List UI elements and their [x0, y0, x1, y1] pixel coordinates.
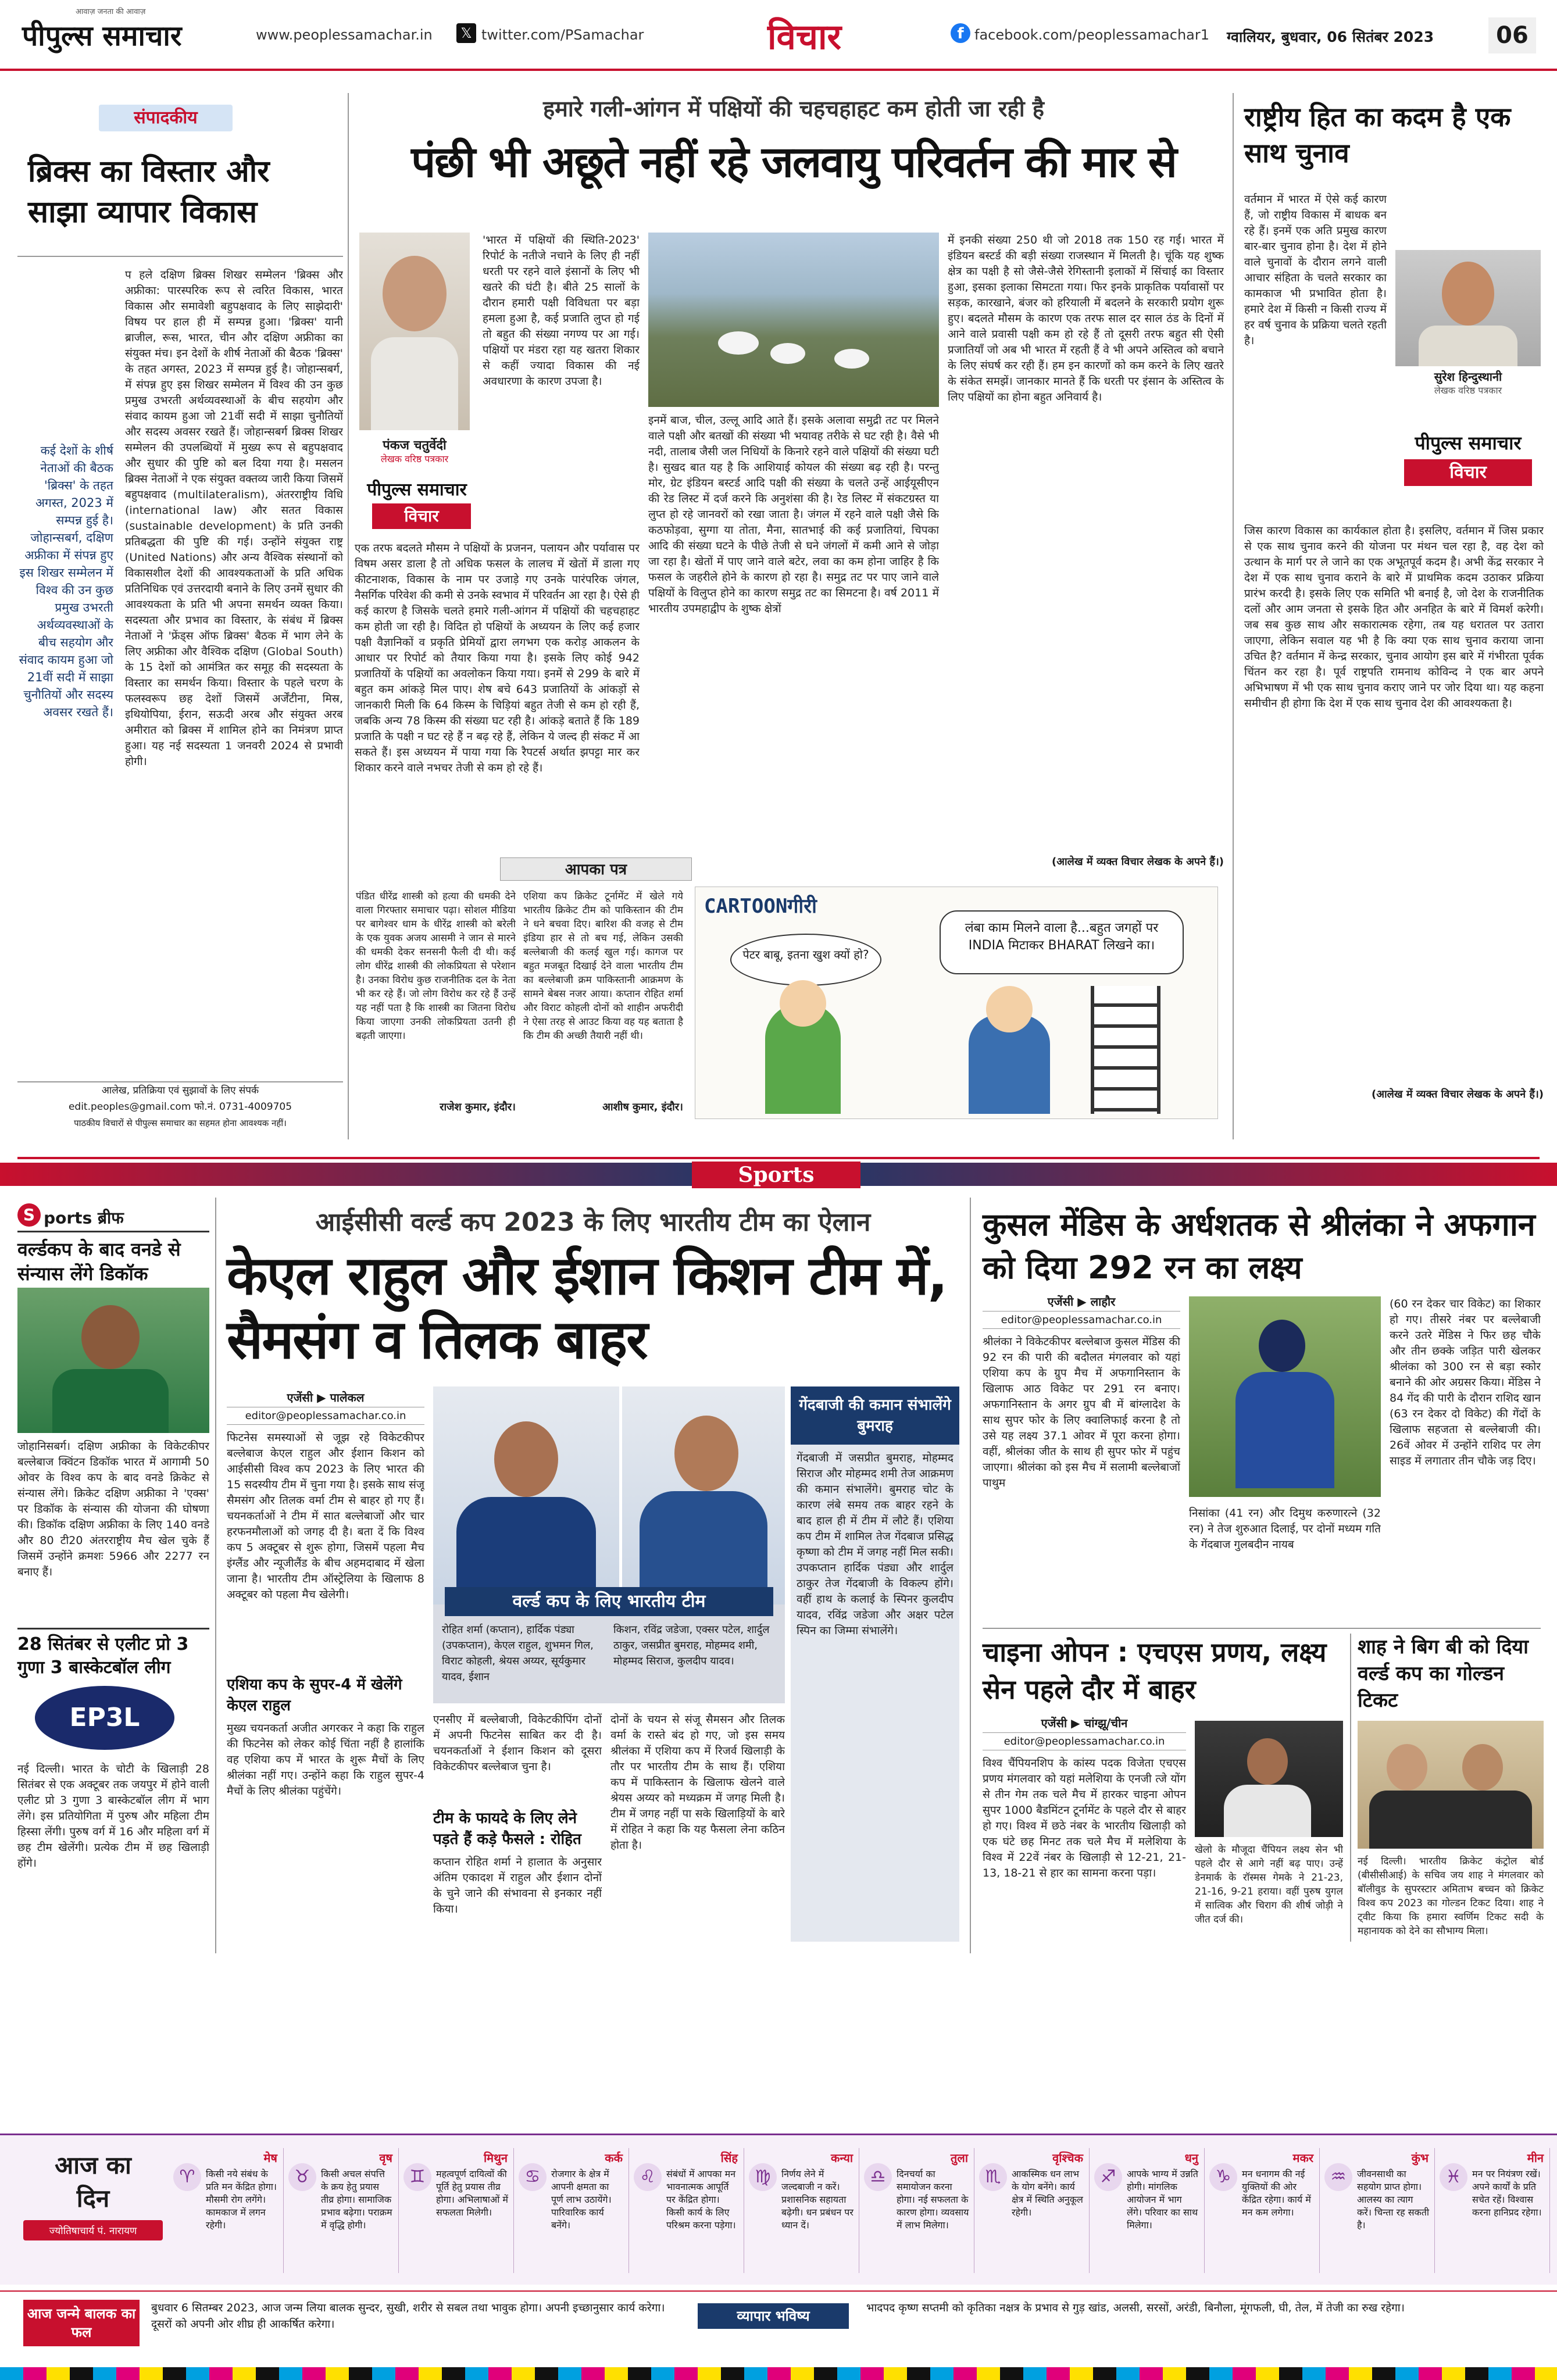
horoscope-sign: [629, 2148, 744, 2273]
zodiac-icon: ♈: [173, 2163, 201, 2191]
league-logo-text: EP3L: [69, 1703, 140, 1732]
sign-text: महत्वपूर्ण दायित्वों की पूर्ति हेतु प्रयास तीव्र होगा। अभिलाषाओं में सफलता मिलेगी।: [436, 2168, 508, 2218]
zodiac-icon: ♍: [749, 2163, 777, 2191]
ishan-photo: [622, 1386, 785, 1613]
bumrah-text: गेंदबाजी में जसप्रीत बुमराह, मोहम्मद सिराज और मोहम्मद शमी तेज आक्रमण की कमान संभालेंगे। बुमराह चोट के कारण लंबे समय तक बाहर रहने के बाद हाल ही में टीम में लौटे हैं। एशिया कप टीम में शामिल तेज गेंदबाज प्रसिद्ध कृष्णा को टीम में जगह नहीं मिल सकी। उपकप्तान हार्दिक पंड्या और शार्दुल ठाकुर तेज गेंदबाजी के विकल्प होंगे। वहीं हाथ के कलाई के स्पिनर कुलदीप यादव, रविंद्र जडेजा और अक्षर पटेल स्पिन का जिम्मा संभालेंगे।: [797, 1452, 954, 1637]
sports-email[interactable]: editor@peoplessamachar.co.in: [227, 1407, 424, 1425]
website-link[interactable]: www.peoplessamachar.in: [256, 27, 433, 43]
sign-text: किसी अचल संपत्ति के क्रय हेतु प्रयास तीव्र होगा। सामाजिक प्रभाव बढ़ेगा। पराक्रम में वृद्धि होगी।: [321, 2168, 392, 2231]
kusal-agency: एजेंसी ▶ लाहौर: [1047, 1295, 1116, 1309]
vichar-badge: विचार: [372, 503, 471, 529]
zodiac-icon: ♑: [1209, 2163, 1237, 2191]
horoscope-title-one: आज का: [55, 2151, 131, 2179]
brand-logo: पीपुल्स समाचार: [367, 480, 467, 500]
sign-text: मन धनागम की नई युक्तियों की ओर केंद्रित रहेगा। कार्य में मन कम लगेगा।: [1242, 2168, 1311, 2218]
lead-col4: में इनकी संख्या 250 थी जो 2018 तक 150 रह गई। भारत में इंडियन बस्टर्ड की बड़ी संख्या राजस्थान में मिलती है। चूंकि यह शुष्क क्षेत्र का पक्षी है सो जैसे-जैसे रेगिस्तानी इलाकों में सिंचाई का विस्तार हुआ, इसका इलाका सिमटता गया। फिर इनके प्राकृतिक पर्यावासों पर सड़क, कारखाने, बंजर को हरियाली में बदलने के सरकारी प्रयोग शुरू हुए। बदलते मौसम के कारण एक तरफ साल दर साल ठंड के दिनों में आने वाले प्रवासी पक्षी कम हो रहे हैं तो दूसरी तरफ बहुत सी ऐसी प्रजातियाँ जो अब भी भारत में रहती हैं वे भी अपने अस्तित्व को बचाने के लिए संघर्ष कर रही हैं। हम इन कारणों को कम करने के लिए खतरे के संकेत समझें। जानकार मानते हैं कि धरती पर इंसान के अस्तित्व के लिए पक्षियों का होना बहुत अनिवार्य है।: [948, 234, 1224, 403]
brand-logo-right: पीपुल्स समाचार: [1415, 432, 1522, 454]
trade-text: भादपद कृष्ण सप्तमी को कृतिका नक्षत्र के प्रभाव से गुड़ खांड, अलसी, सरसों, अरंडी, बिनौला, मूंगफली, घी, तेल, में तेजी का रुख रहेगा।: [866, 2302, 1405, 2314]
zodiac-icon: ♊: [403, 2163, 431, 2191]
sign-text: निर्णय लेने में जल्दबाजी न करें। प्रशासनिक सहायता बढ़ेगी। धन प्रबंधन पर ध्यान दें।: [781, 2168, 854, 2231]
sports-main-col2b: कप्तान रोहित शर्मा ने हालात के अनुसार अंतिम एकादश में राहुल और ईशान दोनों के चुने जाने की संभावना से इनकार नहीं किया।: [433, 1856, 602, 1916]
sign-name: मेष: [263, 2151, 277, 2165]
sign-text: दिनचर्या का समायोजन करना होगा। नई सफलता के कारण होगा। व्यवसाय में लाभ मिलेगा।: [897, 2168, 969, 2231]
birth-text: बुधवार 6 सितम्बर 2023, आज जन्म लिया बालक सुन्दर, सुखी, शरीर से सबल तथा भावुक होगा। अपनी इच्छानुसार कार्य करेगा। दूसरों को अपनी ओर शीघ्र ही आकर्षित करेगा।: [151, 2302, 665, 2331]
zodiac-icon: ♓: [1440, 2163, 1467, 2191]
national-author: सुरेश हिन्दुस्थानी: [1434, 370, 1502, 384]
team-box: [433, 1591, 785, 1703]
sign-text: जीवनसाथी का सहयोग प्राप्त होगा। आलस्य का त्याग करें। चिन्ता रह सकती है।: [1357, 2168, 1430, 2231]
dateline: ग्वालियर, बुधवार, 06 सितंबर 2023: [1227, 28, 1434, 45]
kusal-text: श्रीलंका ने विकेटकीपर बल्लेबाज कुसल मेंडिस की 92 रन की पारी की बदौलत मंगलवार को यहां एशिया कप के ग्रुप मैच में अफगानिस्तान के खिलाफ आठ विकेट पर 291 रन बनाए। अफगानिस्तान के अगर ग्रुप बी में बांग्लादेश के साथ सुपर फोर के लिए क्वालिफाई करना है तो उसे यह लक्ष्य 37.1 ओवर में पूरा करना होगा। वहीं, श्रीलंका जीत के साथ ही सुपर फोर में पहुंच जाएगा। श्रीलंका को इस मैच में सलामी बल्लेबाजों पाथुम: [983, 1335, 1180, 1489]
sports-main-col3: दोनों के चयन से संजू सैमसन और तिलक वर्मा के रास्ते बंद हो गए, जो इस समय श्रीलंका में एशिया कप में रिजर्व खिलाड़ी के तौर पर भारतीय टीम के साथ हैं। एशिया कप में पाकिस्तान के खिलाफ खेलने वाले श्रेयस अय्यर को मध्यक्रम में जगह मिली है। टीम में जगह नहीं पा सके खिलाड़ियों के बारे में रोहित ने कहा कि यह फैसला लेना कठिन होता है।: [610, 1713, 785, 1852]
sports-main-col2: एनसीए में बल्लेबाजी, विकेटकीपिंग दोनों में अपनी फिटनेस साबित कर दी है। चयनकर्ताओं ने ईशान किशन को दूसरा विकेटकीपर बल्लेबाज चुना है।: [433, 1713, 602, 1773]
zodiac-icon: ♐: [1094, 2163, 1122, 2191]
team-list-two: किशन, रविंद्र जडेजा, एक्सर पटेल, शार्दुल ठाकुर, जसप्रीत बुमराह, मोहम्मद शमी, मोहम्मद सिराज, कुलदीप यादव।: [613, 1624, 770, 1667]
column-divider: [348, 93, 349, 1139]
lead-byline: (आलेख में व्यक्त विचार लेखक के अपने हैं।): [1052, 856, 1224, 868]
letter-two: एशिया कप क्रिकेट टूर्नामेंट में खेले गये भारतीय क्रिकेट टीम को पाकिस्तान की टीम ने धने बचवा दिए। बारिश की वजह से टीम इंडिया हार से तो बच गई, लेकिन उसकी बल्लेबाजी की कलई खुल गई। कागज पर बहुत मजबूत दिखाई देने वाला भारतीय टीम का बल्लेबाजी क्रम पाकिस्तानी आक्रमण के सामने बेबस नजर आया। कप्तान रोहित शर्मा और विराट कोहली दोनों को शाहीन अफरीदी ने ऐसा तरह से आउट किया वह यह बताता है कि टीम की अच्छी तैयारी नहीं थी।: [523, 891, 683, 1042]
editorial-footer: [17, 1081, 343, 1134]
kusal-text-two: (60 रन देकर चार विकेट) का शिकार हो गए। तीसरे नंबर पर बल्लेबाजी करने उतरे मेंडिस ने फिर छह चौके और तीन छक्के जड़ित पारी खेलकर श्रीलंका को 300 रन से बड़ा स्कोर बनाने की ओर अग्रसर किया। मेंडिस ने 84 गेंद की पारी के दौरान राशिद खान (63 रन देकर दो विकेट) की गेंदों के खिलाफ सहजता से बल्लेबाजी की। 26वें ओवर में उन्होंने राशिद पर लेग साइड में लगातार तीन चौके जड़ दिए।: [1390, 1298, 1541, 1467]
lead-kicker: हमारे गली-आंगन में पक्षियों की चहचहाहट कम होती जा रही है: [543, 96, 1044, 121]
vichar-badge-right: विचार: [1404, 459, 1532, 486]
sign-text: आपके भाग्य में उन्नति होगी। मांगलिक आयोजन में भाग लेंगे। परिवार का साथ मिलेगा।: [1127, 2168, 1198, 2231]
sports-agency: एजेंसी ▶ पालेकल: [287, 1391, 365, 1405]
footer-email[interactable]: edit.peoples@gmail.com फो.नं. 0731-4009705: [68, 1101, 292, 1113]
facebook-link[interactable]: facebook.com/peoplessamachar1: [974, 27, 1209, 43]
prannoy-photo: [1195, 1721, 1343, 1837]
bachchan-photo: [1358, 1721, 1544, 1849]
dekock-photo: [17, 1288, 209, 1433]
sports-main-col1b: मुख्य चयनकर्ता अजीत अगरकर ने कहा कि राहुल की फिटनेस को लेकर कोई चिंता नहीं है हालांकि वह एशिया कप में भारत के शुरू मैचों के लिए श्रीलंका नहीं गए। उन्होंने कहा कि राहुल सुपर-4 मैचों के लिए श्रीलंका पहुंचेंगे।: [227, 1722, 424, 1797]
lead-author-role: लेखक वरिष्ठ पत्रकार: [380, 453, 449, 464]
horoscope-sign: [1205, 2148, 1320, 2273]
sports-brief-label: ports ब्रीफ: [44, 1208, 124, 1228]
lead-col1: 'भारत में पक्षियों की स्थिति-2023' रिपोर्ट के नतीजे नचाने के लिए ही नहीं धरती पर रहने वाले इंसानों के लिए भी खतरे की घंटी है। बीते 25 सालों के दौरान हमारी पक्षी विविधता पर बड़ा हमला हुआ है, कई प्रजाति लुप्त हो गई तो बहुत की संख्या नगण्य पर आ गई। पक्षियों पर मंडरा रहा यह खतरा शिकार से कहीं ज्यादा विकास की नई अवधारणा के कारण उपजा है।: [483, 234, 640, 388]
national-author-role: लेखक वरिष्ठ पत्रकार: [1434, 385, 1502, 396]
horoscope-title-two: दिन: [76, 2184, 110, 2213]
horoscope-sign: [399, 2148, 514, 2273]
zodiac-icon: ♒: [1324, 2163, 1352, 2191]
footer-band: [0, 2290, 1557, 2380]
china-agency: एजेंसी ▶ चांग्झू/चीन: [1041, 1716, 1128, 1730]
sign-text: संबंधों में आपका मन भावनात्मक आपूर्ति पर केंद्रित होगा। किसी कार्य के लिए परिश्रम करना पड़ेगा।: [666, 2168, 736, 2231]
brief-one-title: वर्ल्डकप के बाद वनडे से संन्यास लेंगे डिकॉक: [17, 1238, 181, 1285]
sports-sub-head-one: एशिया कप के सुपर-4 में खेलेंगे केएल राहुल: [227, 1676, 402, 1714]
facebook-icon: f: [951, 23, 970, 43]
letter-two-sign: आशीष कुमार, इंदौर।: [602, 1101, 683, 1113]
bachchan-title: शाह ने बिग बी को दिया वर्ल्ड कप का गोल्डन टिकट: [1358, 1635, 1529, 1712]
sports-main-kicker: आईसीसी वर्ल्ड कप 2023 के लिए भारतीय टीम का ऐलान: [315, 1207, 871, 1237]
masthead-tagline: आवाज़ जनता की आवाज़: [76, 8, 146, 16]
divider: [983, 1628, 1541, 1629]
china-text: विश्व चैंपियनशिप के कांस्य पदक विजेता एचएस प्रणय मंगलवार को यहां मलेशिया के एनजी त्जे योंग से तीन गेम तक चले मैच में हारकर चाइना ओपन सुपर 1000 बैडमिंटन टूर्नामेंट के पहले दौर से बाहर हो गए। विश्व में छठे नंबर के भारतीय खिलाड़ी को एक घंटे छह मिनट तक चले मैच में मलेशिया के विश्व में 22वें नंबर के खिलाड़ी से 12-21, 21-13, 18-21 से हार का सामना करना पड़ा।: [983, 1757, 1186, 1879]
footer-disclaimer: पाठकीय विचारों से पीपुल्स समाचार का सहमत होना आवश्यक नहीं।: [74, 1118, 287, 1128]
bumrah-box: [791, 1386, 959, 1942]
sign-name: तुला: [950, 2151, 968, 2165]
sign-name: धनु: [1184, 2151, 1198, 2165]
page-number: 06: [1488, 17, 1536, 53]
kusal-caption: निसांका (41 रन) और दिमुथ करुणारत्ने (32 रन) ने तेज शुरुआत दिलाई, पर दोनों मध्यम गति के गेंदबाज गुलबदीन नायब: [1189, 1507, 1381, 1551]
lead-col3: इनमें बाज, चील, उल्लू आदि आते हैं। इसके अलावा समुद्री तट पर मिलने वाले पक्षी और बतखों की संख्या भी भयावह तरीके से घट रही है। वैसे भी नदी, तालाब जैसी जल निधियों के किनारे रहने वाले पक्षियों की संख्या घटी है। सुखद बात यह है कि आशियाई कोयल की संख्या बढ़ रही है। परन्तु मोर, ग्रेट इंडियन बस्टर्ड आदि पक्षी की संख्या के चलते उन्हें आईयूसीएन की रेड लिस्ट में दर्ज करने कि अनुशंसा की है। रेड लिस्ट में संकटग्रस्त या लुप्त हो रहे जानवरों को रखा जाता है। जंगल में रहने वाले पक्षी जैसे कि कठफोड़वा, सुग्गा या तोता, मैना, सातभाई की कई प्रजातियां, चिपका आदि की संख्या घटने के पीछे तेजी से घने जंगलों में कमी आने से जोड़ा जा रहा है। खेतों में पाए जाने वाले बटेर, लवा का कम होना जाहिर है कि फसल के जहरीले होने के कारण हो रहा है। समुद्र तट पर पाए जाने वाले पक्षियों के विलुप्त होने का कारण समुद्र तट का सिमटना है। वर्ष 2011 में भारतीय उपमहाद्वीप के शुष्क क्षेत्रों: [648, 414, 939, 615]
cartoon-head-right: [986, 986, 1033, 1032]
kusal-photo: [1189, 1296, 1381, 1497]
zodiac-icon: ♉: [288, 2163, 316, 2191]
bumrah-title: गेंदबाजी की कमान संभालेंगे बुमराह: [791, 1386, 959, 1445]
team-list-one: रोहित शर्मा (कप्तान), हार्दिक पंड्या (उपकप्तान), केएल राहुल, शुभमन गिल, विराट कोहली, श्रेयस अय्यर, सूर्यकुमार यादव, ईशान: [442, 1624, 594, 1683]
team-box-title: वर्ल्ड कप के लिए भारतीय टीम: [445, 1587, 773, 1616]
letter-one-sign: राजेश कुमार, इंदौर।: [440, 1101, 516, 1113]
astrologer-label: ज्योतिषाचार्य पं. नारायण: [23, 2220, 163, 2240]
sign-name: कर्क: [605, 2151, 623, 2165]
sign-text: आकस्मिक धन लाभ के योग बनेंगे। कार्य क्षेत्र में स्थिति अनुकूल रहेगी।: [1012, 2168, 1083, 2218]
editorial-title: ब्रिक्स का विस्तार और साझा व्यापार विकास: [28, 154, 270, 230]
trade-label: व्यापार भविष्य: [698, 2303, 849, 2329]
cartoon-ladder: [1091, 986, 1160, 1114]
column-divider: [1350, 1634, 1351, 1942]
cartoon-label: CARTOONगीरी: [704, 895, 817, 918]
china-text-two: खेलो के मौजूदा चैंपियन लक्ष्य सेन भी पहले दौर से आगे नहीं बढ़ पाए। उन्हें डेनमार्क के रॉस्मस गेमके ने 21-23, 21-16, 9-21 हराया। वहीं पुरुष युगल में सात्विक और चिराग की शीर्ष जोड़ी ने जीत दर्ज की।: [1195, 1844, 1343, 1925]
sign-text: किसी नये संबंध के प्रति मन केंद्रित होगा। मौसमी रोग लगेंगे। कामकाज में लगन रहेगी।: [206, 2168, 277, 2231]
horoscope-sign: [1435, 2148, 1550, 2273]
rahul-photo: [433, 1386, 619, 1613]
color-strip: [0, 2367, 1557, 2380]
kusal-email[interactable]: editor@peoplessamachar.co.in: [983, 1311, 1180, 1329]
masthead-logo[interactable]: पीपुल्स समाचार: [22, 20, 182, 52]
column-divider: [215, 1198, 216, 1953]
sign-name: कुंभ: [1411, 2151, 1429, 2165]
sign-name: मिथुन: [483, 2151, 508, 2165]
editorial-body: प हले दक्षिण ब्रिक्स शिखर सम्मेलन 'ब्रिक्स और अफ्रीका: पारस्परिक रूप से त्वरित विकास, भारत विकास और समावेशी बहुपक्षवाद के लिए साझेदारी' विषय पर हाल ही में सम्पन्न हुआ। 'ब्रिक्स' यानी ब्राजील, रूस, भारत, चीन और दक्षिण अफ्रीका का संयुक्त मंच। इन देशों के शीर्ष नेताओं की बैठक 'ब्रिक्स' के तहत अगस्त, 2023 में सम्पन्न हुई है। जोहान्सबर्ग, में संपन्न हुए इस शिखर सम्मेलन में विश्व की उन कुछ प्रमुख उभरती अर्थव्यवस्थाओं के बीच सहयोग और संवाद कायम हुआ जो 21वीं सदी में साझा चुनौतियों और सदस्य अवसर रखते हैं। जोहान्सबर्ग ब्रिक्स शिखर सम्मेलन की उपलब्धियों में मुख्य रूप से बहुपक्षवाद और सुधार की पुष्टि को बल दिया गया है। मसलन ब्रिक्स नेताओं ने एक संयुक्त वक्तव्य जारी किया जिसमें बहुपक्षवाद (multilateralism), अंतरराष्ट्रीय विधि (international law) और सतत विकास (sustainable development) के प्रति उनकी प्रतिबद्धता की पुष्टि की गई। उन्होंने संयुक्त राष्ट्र (United Nations) और अन्य वैश्विक संस्थानों को विकासशील देशों की आवश्यकताओं के प्रति अधिक प्रतिनिधिक एवं उत्तरदायी बनाने के लिए उनमें सुधार की आवश्यकता के प्रति भी अपना समर्थन व्यक्त किया। सदस्यता और प्रभाव का विस्तार, के संबंध में ब्रिक्स नेताओं ने 'फ्रेंड्स ऑफ ब्रिक्स' बैठक में भाग लेने के लिए अफ्रीका और वैश्विक दक्षिण (Global South) के 15 देशों को आमंत्रित कर समूह की सदस्यता के विस्तार का समर्थन किया। विस्तार के पहले चरण के फलस्वरूप छह देशों जिसमें अर्जेंटीना, मिस्र, इथियोपिया, ईरान, सऊदी अरब और संयुक्त अरब अमीरात को ब्रिक्स में शामिल होने का निमंत्रण प्राप्त हुआ। यह नई सदस्यता 1 जनवरी 2024 से प्रभावी होगी।: [125, 269, 343, 768]
sports-label: Sports: [692, 1162, 860, 1188]
editorial-tag-label: संपादकीय: [134, 108, 198, 128]
cartoon-panel: [695, 887, 1218, 1119]
zodiac-icon: ♎: [864, 2163, 892, 2191]
horoscope-sign: [859, 2148, 974, 2273]
lead-title: पंछी भी अछूते नहीं रहे जलवायु परिवर्तन की मार से: [411, 137, 1176, 187]
sign-name: सिंह: [720, 2151, 738, 2165]
brief-two-title: 28 सितंबर से एलीट प्रो 3 गुणा 3 बास्केटबॉल लीग: [17, 1628, 209, 1679]
sign-name: कन्या: [830, 2151, 853, 2165]
cartoon-head-left: [780, 980, 826, 1027]
column-divider: [1233, 93, 1234, 1139]
national-col1: वर्तमान में भारत में ऐसे कई कारण हैं, जो राष्ट्रीय विकास में बाधक बन रहे हैं। इनमें एक अति प्रमुख कारण बार-बार चुनाव होना है। देश में होने वाले चुनावों के दौरान लगने वाली आचार संहिता के चलते सरकार का कामकाज भी प्रभावित होता है। हमारे देश में किसी न किसी राज्य में हर वर्ष चुनाव के प्रक्रिया चलते रहती है।: [1244, 193, 1387, 347]
national-byline: (आलेख में व्यक्त विचार लेखक के अपने हैं।): [1372, 1088, 1544, 1100]
editorial-tag: [99, 105, 233, 131]
horoscope-sign: [284, 2148, 399, 2273]
lead-col2: एक तरफ बदलते मौसम ने पक्षियों के प्रजनन, पलायन और पर्यावास पर विषम असर डाला है तो अधिक फसल के लालच में खेतों में डाला गए कीटनाशक, विकास के नाम पर उजाड़े गए उनके पारंपरिक जंगल, नैसर्गिक परिवेश की कमी से उनके स्वभाव में परिवर्तन आ रहा है। ऐसे ही कई कारण है जिसके चलते हमारे गली-आंगन में पक्षियों की चहचहाहट कम होती जा रही है। विदित हो पक्षियों के अध्ययन के लिए कई हजार पक्षी वैज्ञानिकों व प्रकृति प्रेमियों द्वारा लगभग एक करोड़ आकलन के आधार पर रिपोर्ट को तैयार किया गया है। इसके लिए कोई 942 प्रजातियों के पक्षियों का अवलोकन किया गया। इनमें से 299 के बारे में बहुत कम आंकड़े मिल पाए। शेष बचे 643 प्रजातियों के आंकड़ों से जानकारी मिली कि 64 किस्म के चिड़ियां बहुत तेजी से कम हो रही हैं, जबकि अन्य 78 किस्म की संख्या घट रही है। आंकड़े बताते हैं कि 189 प्रजाति के पक्षी न घट रहे हैं न बढ़ रहे हैं, लेकिन ये जल्द ही संकट में आ सकते हैं। इस अध्ययन में पाया गया कि रैपटर्स अर्थात झपट्टा मार कर शिकार करने वाले नभचर तेजी से कम हो रहे हैं।: [355, 542, 640, 774]
sports-main-title: केएल राहुल और ईशान किशन टीम में, सैमसंग व तिलक बाहर: [227, 1245, 947, 1371]
kusal-title: कुसल मेंडिस के अर्धशतक से श्रीलंका ने अफगान को दिया 292 रन का लक्ष्य: [983, 1206, 1535, 1286]
author-photo-right: [1395, 250, 1541, 366]
section-title: विचार: [767, 17, 842, 58]
horoscope-sign: [514, 2148, 629, 2273]
brief-one-text: जोहानिसबर्ग। दक्षिण अफ्रीका के विकेटकीपर बल्लेबाज क्विंटन डिकॉक भारत में आगामी 50 ओवर के विश्व कप के बाद वनडे क्रिकेट से संन्यास लेंगे। क्रिकेट दक्षिण अफ्रीका ने 'एक्स' पर डिकॉक के संन्यास की योजना की घोषणा की। डिकॉक दक्षिण अफ्रीका के लिए 140 वनडे और 80 टी20 अंतरराष्ट्रीय मैच खेल चुके हैं जिसमें उन्होंने क्रमशः 5966 और 2277 रन बनाए हैं।: [17, 1440, 209, 1578]
horoscope-sign: [744, 2148, 859, 2273]
column-divider: [970, 1198, 971, 1953]
sports-main-col1: फिटनेस समस्याओं से जूझ रहे विकेटकीपर बल्लेबाज केएल राहुल और ईशान किशन को आईसीसी विश्व कप 2023 के लिए भारत की 15 सदस्यीय टीम में चुना गया है। इसके साथ संजू सैमसंग और तिलक वर्मा टीम से बाहर हो गए हैं। चयनकर्ताओं ने टीम में सात बल्लेबाजों और चार हरफनमौलाओं को जगह दी है। बता दें कि विश्व कप 5 अक्टूबर से शुरू होगा, जिसमें पहला मैच इंग्लैंड और न्यूजीलैंड के बीच अहमदाबाद में खेला जाना है। भारतीय टीम ऑस्ट्रेलिया के खिलाफ 8 अक्टूबर को पहला मैच खेलेगी।: [227, 1431, 424, 1601]
divider: [17, 256, 343, 257]
editorial-pull-quote: कई देशों के शीर्ष नेताओं की बैठक 'ब्रिक्स' के तहत अगस्त, 2023 में सम्पन्न हुई है। जोहान्सबर्ग, दक्षिण अफ्रीका में संपन्न हुए इस शिखर सम्मेलन में विश्व की उन कुछ प्रमुख उभरती अर्थव्यवस्थाओं के बीच सहयोग और संवाद कायम हुआ जो 21वीं सदी में साझा चुनौतियों और सदस्य अवसर रखते हैं।: [19, 444, 113, 719]
china-email[interactable]: editor@peoplessamachar.co.in: [983, 1732, 1186, 1750]
brief-two-text: नई दिल्ली। भारत के चोटी के खिलाड़ी 28 सितंबर से एक अक्टूबर तक जयपुर में होने वाली एलीट प्रो 3 गुणा 3 बास्केटबॉल लीग में भाग लेंगे। इस प्रतियोगिता में पुरुष और महिला टीम हिस्सा लेंगी। पुरुष वर्ग में 16 और महिला वर्ग में छह टीम खेलेंगी। प्रत्येक टीम में छह खिलाड़ी होंगे।: [17, 1763, 209, 1870]
basketball-league-logo: [35, 1686, 174, 1750]
china-title: चाइना ओपन : एचएस प्रणय, लक्ष्य सेन पहले दौर में बाहर: [983, 1636, 1327, 1705]
x-icon: 𝕏: [456, 23, 476, 43]
bird-photo: [648, 233, 939, 407]
masthead: [0, 0, 1557, 71]
sports-sub-head-two: टीम के फायदे के लिए लेने पड़ते हैं कड़े फैसले : रोहित: [433, 1810, 581, 1848]
national-col2: जिस कारण विकास का कार्यकाल होता है। इसलिए, वर्तमान में जिस प्रकार से एक साथ चुनाव करने की योजना पर मंथन चल रहा है, वह देश को उत्थान के मार्ग पर ले जाने का एक अभूतपूर्व कदम है। अभी केंद्र सरकार ने देश में एक साथ चुनाव कराने के बारे में प्राथमिक कदम उठाकर प्रक्रिया प्रारंभ करदी है। इसके लिए एक समिति भी बनाई है, जो देश के राजनीतिक दलों और आम जनता से इसके हित और अनहित के बारे में विमर्श करेगी। जब सब कुछ साथ और सकारात्मक रहेगा, तब यह धरातल पर उतारा जाएगा, लेकिन सवाल यह भी है कि क्या एक साथ चुनाव कराया जाना उचित है? वर्तमान में केन्द्र सरकार, चुनाव आयोग इस बारे में गंभीरता पूर्वक चिंतन कर रहा है। पूर्व राष्ट्रपति रामनाथ कोविन्द ने एक बार अपने अभिभाषण में भी एक साथ चुनाव कराए जाने पर जोर दिया था। यह कहना समीचीन ही होगा कि देश में एक साथ चुनाव देश की आवश्यकता है।: [1244, 524, 1544, 710]
sign-name: मकर: [1292, 2151, 1313, 2165]
twitter-link[interactable]: twitter.com/PSamachar: [481, 27, 644, 43]
footer-contact-label: आलेख, प्रतिक्रिया एवं सुझावों के लिए संपर्क: [101, 1085, 259, 1096]
lead-author: पंकज चतुर्वेदी: [383, 438, 447, 453]
horoscope-sign: [169, 2148, 284, 2273]
cartoon-bubble-two: लंबा काम मिलने वाला है...बहुत जगहों पर INDIA मिटाकर BHARAT लिखने का।: [940, 910, 1184, 974]
letter-one: पंडित धीरेंद्र शास्त्री को हत्या की धमकी देने वाला गिरफ्तार समाचार पढ़ा। सोशल मीडिया पर बागेश्वर धाम के धीरेंद्र शास्त्री को बरेली के एक युवक अजय आसमी ने जान से मारने की धमकी देकर सनसनी फैली दी थी। कई लोग धीरेंद्र शास्त्री की लोकप्रियता से परेशान है। उनका विरोध कुछ राजनीतिक दल के नेता भी कर रहे हैं। जो लोग विरोध कर रहे हैं उन्हें यह नहीं पता है कि शास्त्री का जितना विरोध किया जाएगा उनकी लोकप्रियता उतनी ही बढ़ती जाएगा।: [356, 891, 516, 1042]
sports-brief-icon: S: [17, 1203, 41, 1227]
sign-text: रोजगार के क्षेत्र में आपनी क्षमता का पूर्ण लाभ उठायेंगे। पारिवारिक कार्य बनेंगे।: [551, 2168, 612, 2231]
cartoon-bubble-one: पेटर बाबू, इतना खुश क्यों हो?: [730, 934, 881, 986]
horoscope-head: [23, 2148, 163, 2270]
sign-name: मीन: [1527, 2151, 1544, 2165]
national-title: राष्ट्रीय हित का कदम है एक साथ चुनाव: [1244, 101, 1511, 169]
sign-name: वृष: [379, 2151, 392, 2165]
horoscope-sign: [1090, 2148, 1205, 2273]
zodiac-icon: ♏: [979, 2163, 1007, 2191]
sign-name: वृश्चिक: [1052, 2151, 1083, 2165]
horoscope-sign: [974, 2148, 1090, 2273]
sports-rule: [17, 1157, 1540, 1159]
sign-text: मन पर नियंत्रण रखें। अपने कार्यों के प्रति सचेत रहें। विश्वास करना हानिप्रद रहेगा।: [1472, 2168, 1542, 2218]
author-photo: [359, 233, 470, 430]
bachchan-text: नई दिल्ली। भारतीय क्रिकेट कंट्रोल बोर्ड (बीसीसीआई) के सचिव जय शाह ने मंगलवार को बॉलीवुड के सुपरस्टार अमिताभ बच्चन को क्रिकेट विश्व कप 2023 का गोल्डन टिकट दिया। शाह ने ट्वीट किया कि हमारा स्वर्णिम टिकट सदी के महानायक को देने का सौभाग्य मिला।: [1358, 1856, 1544, 1937]
birth-label: आज जन्मे बालक का फल: [23, 2300, 140, 2346]
zodiac-icon: ♌: [634, 2163, 662, 2191]
zodiac-icon: ♋: [519, 2163, 547, 2191]
horoscope-sign: [1320, 2148, 1435, 2273]
letters-title: आपका पत्र: [500, 857, 692, 881]
sports-brief-head: [17, 1203, 209, 1232]
